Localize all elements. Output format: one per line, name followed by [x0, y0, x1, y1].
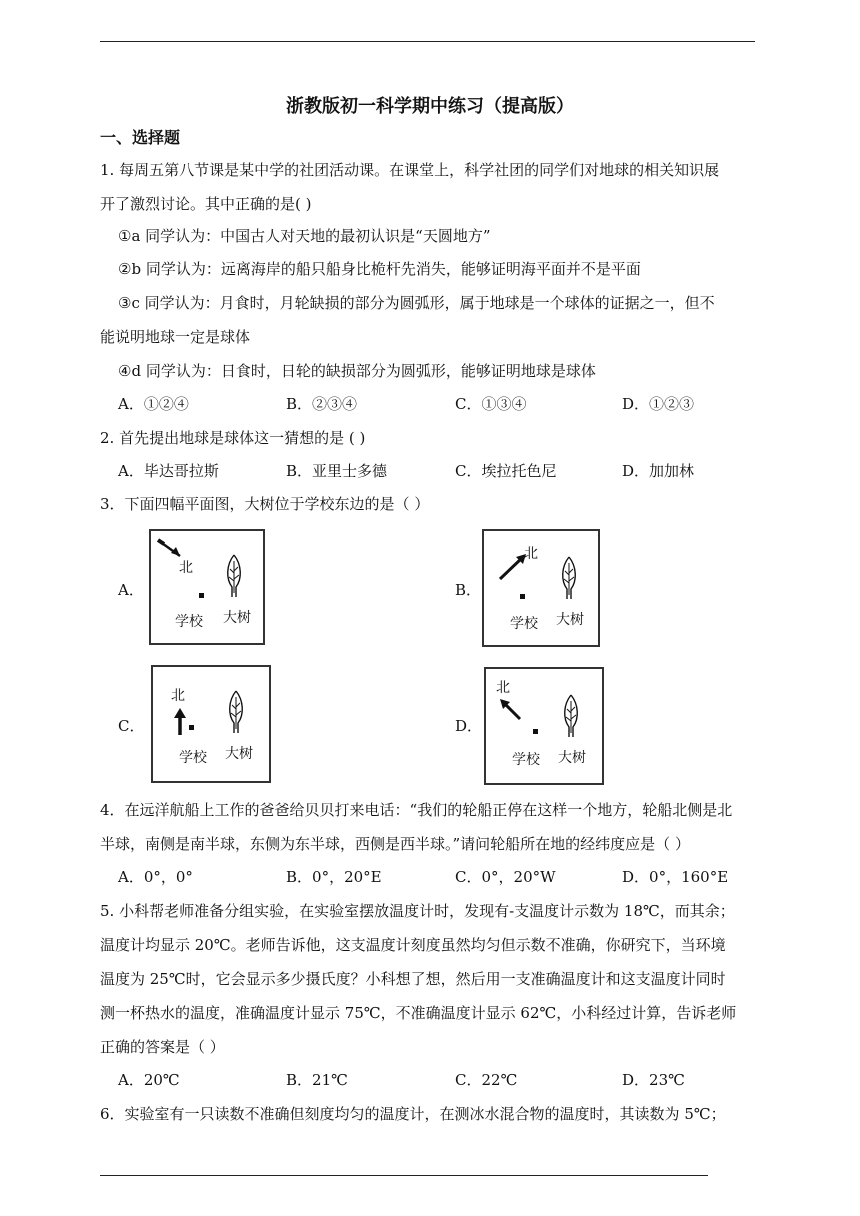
q3-map-d — [484, 667, 604, 785]
north-label: 北 — [171, 688, 185, 704]
school-dot — [189, 725, 194, 730]
school-label: 学校 — [510, 616, 538, 632]
q5-option-b: B．21℃ — [286, 1071, 348, 1089]
q5-line2: 温度计均显示 20℃。老师告诉他，这支温度计刻度虽然均匀但示数不准确，你研究下，当环境 — [100, 936, 726, 954]
school-label: 学校 — [175, 614, 203, 630]
q1-option-c: C．①③④ — [455, 395, 527, 413]
tree-label: 大树 — [223, 610, 251, 626]
tree-icon — [558, 555, 580, 603]
footer-rule — [100, 1175, 708, 1176]
north-arrow-icon — [496, 695, 528, 727]
q5-line4: 测一杯热水的温度，准确温度计显示 75℃，不准确温度计显示 62℃，小科经过计算，告诉老师 — [100, 1004, 737, 1022]
north-arrow-icon — [172, 707, 188, 737]
tree-label: 大树 — [225, 746, 253, 762]
tree-icon — [225, 689, 247, 737]
q2-option-a: A．毕达哥拉斯 — [118, 462, 219, 480]
school-dot — [199, 593, 204, 598]
q4-line1: 4．在远洋航船上工作的爸爸给贝贝打来电话：“我们的轮船正停在这样一个地方，轮船北侧是北 — [100, 801, 733, 819]
q1-statement-3a: ③c 同学认为：月食时，月轮缺损的部分为圆弧形，属于地球是一个球体的证据之一，但不 — [118, 294, 715, 312]
school-dot — [533, 729, 538, 734]
q1-option-d: D．①②③ — [622, 395, 695, 413]
tree-icon — [560, 693, 582, 741]
q4-option-b: B．0°，20°E — [286, 868, 382, 886]
school-label: 学校 — [179, 750, 207, 766]
q4-option-d: D．0°，160°E — [622, 868, 729, 886]
q2-option-c: C．埃拉托色尼 — [455, 462, 557, 480]
q1-statement-4: ④d 同学认为：日食时，日轮的缺损部分为圆弧形，能够证明地球是球体 — [118, 362, 596, 380]
q2-option-d: D．加加林 — [622, 462, 695, 480]
north-label: 北 — [179, 560, 193, 576]
q3-option-b-label: B． — [455, 581, 482, 599]
page-title: 浙教版初一科学期中练习（提高版） — [286, 96, 574, 117]
tree-label: 大树 — [558, 750, 586, 766]
q5-line5: 正确的答案是（ ） — [100, 1038, 225, 1056]
school-dot — [520, 594, 525, 599]
q6-line1: 6．实验室有一只读数不准确但刻度均匀的温度计，在测冰水混合物的温度时，其读数为 5℃； — [100, 1105, 726, 1123]
section-heading: 一、选择题 — [100, 128, 181, 147]
q5-line3: 温度为 25℃时，它会显示多少摄氏度？小科想了想，然后用一支准确温度计和这支温度计同时 — [100, 970, 726, 988]
tree-icon — [223, 553, 245, 601]
q3-map-b — [482, 529, 600, 647]
q1-line2: 开了激烈讨论。其中正确的是( ) — [100, 195, 312, 213]
q3-line: 3．下面四幅平面图，大树位于学校东边的是（ ） — [100, 495, 430, 513]
q4-option-c: C．0°，20°W — [455, 868, 556, 886]
q4-line2: 半球，南侧是南半球，东侧为东半球，西侧是西半球。”请问轮船所在地的经纬度应是（ ） — [100, 835, 690, 853]
q1-statement-3b: 能说明地球一定是球体 — [100, 328, 251, 346]
q3-map-c — [151, 665, 271, 783]
q4-option-a: A．0°，0° — [118, 868, 193, 886]
q2-line: 2. 首先提出地球是球体这一猜想的是 ( ) — [100, 429, 366, 447]
q5-option-d: D．23℃ — [622, 1071, 685, 1089]
q3-option-a-label: A． — [118, 581, 144, 599]
q5-line1: 5. 小科帮老师准备分组实验，在实验室摆放温度计时，发现有-支温度计示数为 18℃，而其余； — [100, 902, 735, 920]
q1-statement-2: ②b 同学认为：远离海岸的船只船身比桅杆先消失，能够证明海平面并不是平面 — [118, 260, 641, 278]
q3-option-c-label: C． — [118, 717, 145, 735]
q3-option-d-label: D． — [455, 717, 483, 735]
tree-label: 大树 — [556, 612, 584, 628]
north-label: 北 — [524, 546, 538, 562]
q3-map-a — [149, 529, 265, 645]
q1-option-b: B．②③④ — [286, 395, 358, 413]
q1-statement-1: ①a 同学认为：中国古人对天地的最初认识是“天圆地方” — [118, 227, 491, 245]
header-rule — [100, 41, 755, 42]
north-label: 北 — [496, 680, 510, 696]
q2-option-b: B．亚里士多德 — [286, 462, 388, 480]
q1-option-a: A．①②④ — [118, 395, 189, 413]
q5-option-c: C．22℃ — [455, 1071, 518, 1089]
q1-line1: 1. 每周五第八节课是某中学的社团活动课。在课堂上，科学社团的同学们对地球的相关知识展 — [100, 161, 720, 179]
q5-option-a: A．20℃ — [118, 1071, 180, 1089]
school-label: 学校 — [512, 752, 540, 768]
